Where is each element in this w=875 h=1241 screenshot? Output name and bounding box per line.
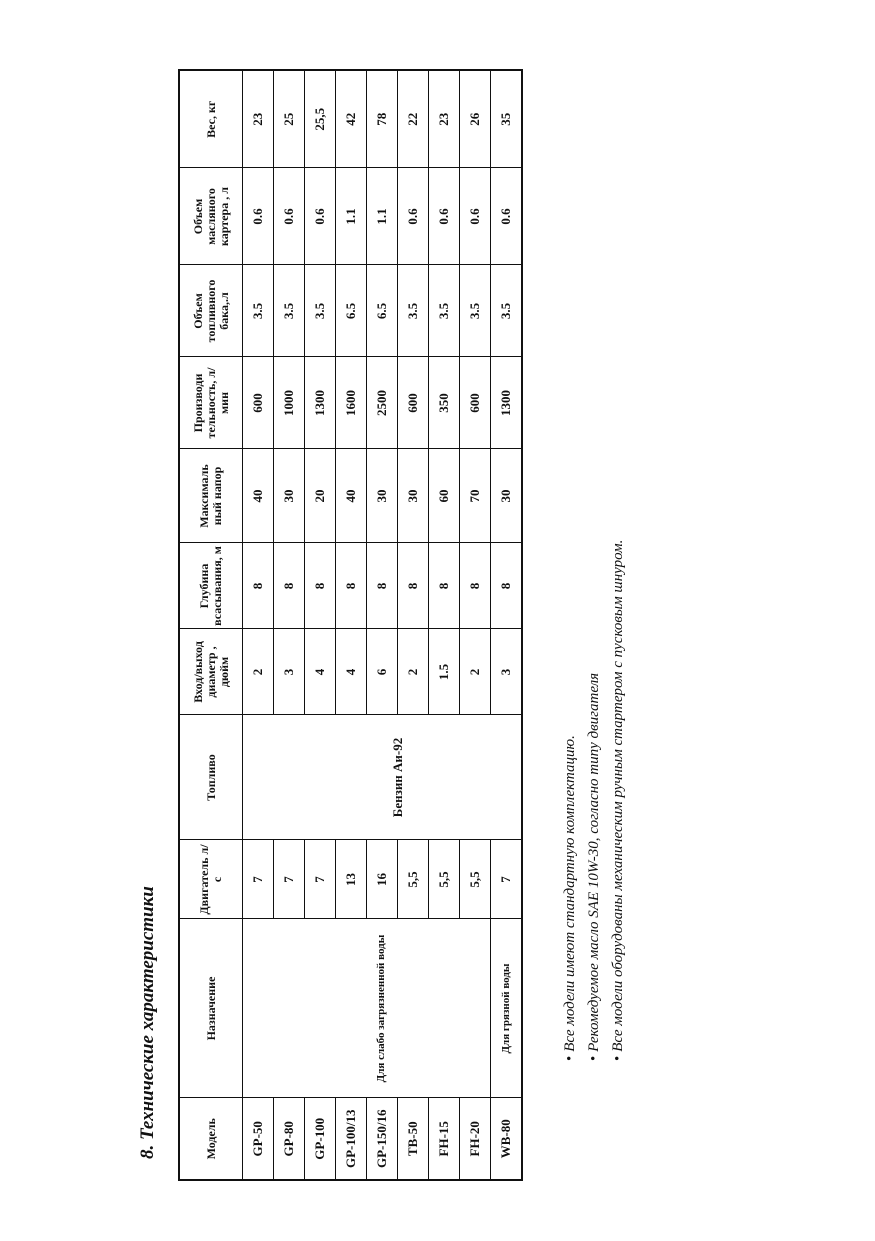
bullet-icon: •: [562, 1055, 578, 1061]
cell-depth: 8: [429, 543, 460, 629]
cell-model: WB-80: [491, 1098, 523, 1180]
cell-tank: 3.5: [305, 265, 336, 357]
cell-engine: 7: [491, 840, 523, 919]
cell-oil: 0.6: [274, 168, 305, 265]
cell-head: 30: [367, 449, 398, 543]
cell-io: 2: [243, 629, 274, 715]
cell-head: 30: [398, 449, 429, 543]
cell-io: 2: [460, 629, 491, 715]
cell-flow: 600: [460, 357, 491, 449]
cell-flow: 600: [243, 357, 274, 449]
cell-weight: 22: [398, 70, 429, 168]
cell-oil: 0.6: [305, 168, 336, 265]
cell-tank: 3.5: [491, 265, 523, 357]
bullet-icon: •: [586, 1055, 602, 1061]
cell-purpose-last: Для грязной воды: [491, 919, 523, 1098]
cell-fuel-blank: [243, 715, 274, 840]
header-purpose: Назначение: [179, 919, 243, 1098]
cell-model: GP-100/13: [336, 1098, 367, 1180]
cell-weight: 42: [336, 70, 367, 168]
cell-io: 4: [305, 629, 336, 715]
cell-engine: 16: [367, 840, 398, 919]
cell-engine: 7: [305, 840, 336, 919]
cell-engine: 5,5: [460, 840, 491, 919]
cell-depth: 8: [305, 543, 336, 629]
cell-tank: 3.5: [243, 265, 274, 357]
spec-table: [178, 69, 523, 1181]
notes-list: [558, 540, 630, 1061]
section-title: 8. Технические характеристики: [137, 886, 158, 1159]
cell-head: 70: [460, 449, 491, 543]
cell-oil: 0.6: [491, 168, 523, 265]
cell-tank: 3.5: [460, 265, 491, 357]
header-io: Вход/выход диаметр , дюйм: [179, 629, 243, 715]
header-flow: Производи тельность, л/мин: [179, 357, 243, 449]
cell-flow: 350: [429, 357, 460, 449]
cell-flow: 1000: [274, 357, 305, 449]
cell-flow: 1300: [491, 357, 523, 449]
header-oil: Объем масляного картера , л: [179, 168, 243, 265]
cell-tank: 3.5: [429, 265, 460, 357]
note-text: Все модели оборудованы механическим ручным стартером с пусковым шнуром.: [610, 539, 626, 1052]
cell-weight: 26: [460, 70, 491, 168]
table-header-row: [179, 70, 243, 1180]
cell-head: 20: [305, 449, 336, 543]
cell-oil: 0.6: [429, 168, 460, 265]
cell-weight: 23: [243, 70, 274, 168]
cell-flow: 1300: [305, 357, 336, 449]
cell-model: GP-150/16: [367, 1098, 398, 1180]
cell-tank: 3.5: [398, 265, 429, 357]
cell-weight: 25,5: [305, 70, 336, 168]
cell-head: 30: [274, 449, 305, 543]
cell-depth: 8: [398, 543, 429, 629]
cell-oil: 0.6: [460, 168, 491, 265]
cell-model: FH-15: [429, 1098, 460, 1180]
note-item: [582, 540, 606, 1061]
cell-io: 4: [336, 629, 367, 715]
cell-depth: 8: [367, 543, 398, 629]
cell-weight: 23: [429, 70, 460, 168]
cell-depth: 8: [336, 543, 367, 629]
cell-depth: 8: [243, 543, 274, 629]
cell-io: 6: [367, 629, 398, 715]
table-row: [243, 70, 274, 1180]
header-weight: Вес, кг: [179, 70, 243, 168]
cell-oil: 1.1: [367, 168, 398, 265]
header-engine: Двигатель л/с: [179, 840, 243, 919]
header-fuel: Топливо: [179, 715, 243, 840]
cell-depth: 8: [491, 543, 523, 629]
cell-weight: 35: [491, 70, 523, 168]
cell-fuel-merged: Бензин Аи-92: [274, 715, 523, 840]
cell-model: FH-20: [460, 1098, 491, 1180]
cell-model: TB-50: [398, 1098, 429, 1180]
cell-flow: 2500: [367, 357, 398, 449]
cell-depth: 8: [274, 543, 305, 629]
cell-model: GP-50: [243, 1098, 274, 1180]
cell-io: 3: [491, 629, 523, 715]
cell-flow: 1600: [336, 357, 367, 449]
note-text: Все модели имеют стандартную комплектацию.: [562, 735, 578, 1052]
bullet-icon: •: [610, 1055, 626, 1061]
cell-io: 2: [398, 629, 429, 715]
cell-head: 40: [336, 449, 367, 543]
cell-head: 40: [243, 449, 274, 543]
cell-head: 30: [491, 449, 523, 543]
cell-weight: 78: [367, 70, 398, 168]
table-row: [274, 70, 305, 1180]
cell-weight: 25: [274, 70, 305, 168]
cell-depth: 8: [460, 543, 491, 629]
cell-oil: 0.6: [243, 168, 274, 265]
cell-engine: 7: [243, 840, 274, 919]
cell-flow: 600: [398, 357, 429, 449]
cell-oil: 1.1: [336, 168, 367, 265]
cell-tank: 6.5: [367, 265, 398, 357]
cell-model: GP-100: [305, 1098, 336, 1180]
cell-engine: 5,5: [429, 840, 460, 919]
note-item: [606, 540, 630, 1061]
cell-oil: 0.6: [398, 168, 429, 265]
cell-engine: 7: [274, 840, 305, 919]
cell-tank: 6.5: [336, 265, 367, 357]
note-text: Рекомедуемое масло SAE 10W-30, согласно типу двигателя: [586, 672, 602, 1052]
header-head: Максималь ный напор: [179, 449, 243, 543]
cell-engine: 13: [336, 840, 367, 919]
cell-purpose-blank: [243, 919, 274, 1098]
cell-purpose-merged: Для слабо загрязненной воды: [274, 919, 491, 1098]
cell-engine: 5,5: [398, 840, 429, 919]
note-item: [558, 540, 582, 1061]
cell-tank: 3.5: [274, 265, 305, 357]
header-tank: Объем топливного бака,.л: [179, 265, 243, 357]
header-model: Модель: [179, 1098, 243, 1180]
cell-head: 60: [429, 449, 460, 543]
table-row: [491, 70, 523, 1180]
header-depth: Глубина всасывания, м: [179, 543, 243, 629]
cell-io: 3: [274, 629, 305, 715]
cell-io: 1.5: [429, 629, 460, 715]
cell-model: GP-80: [274, 1098, 305, 1180]
